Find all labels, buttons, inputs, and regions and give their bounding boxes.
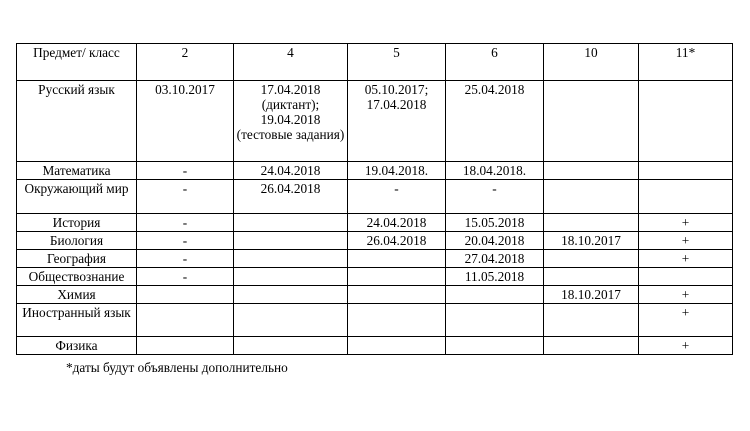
table-row [17, 304, 733, 337]
date-cell: 27.04.2018 [446, 250, 544, 268]
date-cell: - [137, 180, 234, 214]
date-cell: 19.04.2018. [348, 162, 446, 180]
header-class-column: 4 [234, 44, 348, 81]
date-cell [639, 268, 733, 286]
header-class-column: 6 [446, 44, 544, 81]
header-row [17, 44, 733, 81]
date-cell [639, 180, 733, 214]
date-cell [348, 250, 446, 268]
schedule-table [16, 43, 733, 355]
date-cell: 20.04.2018 [446, 232, 544, 250]
date-cell: + [639, 214, 733, 232]
date-cell: + [639, 250, 733, 268]
table-row [17, 286, 733, 304]
date-cell: 05.10.2017; 17.04.2018 [348, 81, 446, 162]
date-cell: - [137, 214, 234, 232]
date-cell [544, 180, 639, 214]
date-cell: - [137, 162, 234, 180]
date-cell: - [137, 250, 234, 268]
date-cell [348, 337, 446, 355]
date-cell: 18.10.2017 [544, 232, 639, 250]
date-cell: 15.05.2018 [446, 214, 544, 232]
subject-cell: География [17, 250, 137, 268]
date-cell: - [348, 180, 446, 214]
date-cell: 17.04.2018 (диктант); 19.04.2018 (тестовые задания) [234, 81, 348, 162]
date-cell [639, 81, 733, 162]
date-cell: 03.10.2017 [137, 81, 234, 162]
table-row [17, 81, 733, 162]
date-cell: + [639, 286, 733, 304]
date-cell [446, 337, 544, 355]
table-row [17, 214, 733, 232]
subject-cell: Математика [17, 162, 137, 180]
date-cell [544, 81, 639, 162]
subject-cell: Биология [17, 232, 137, 250]
subject-cell: Химия [17, 286, 137, 304]
date-cell [234, 286, 348, 304]
date-cell: 18.04.2018. [446, 162, 544, 180]
date-cell [234, 214, 348, 232]
date-cell [544, 162, 639, 180]
date-cell: 11.05.2018 [446, 268, 544, 286]
date-cell [446, 286, 544, 304]
date-cell [544, 250, 639, 268]
date-cell: - [137, 268, 234, 286]
table-row [17, 250, 733, 268]
date-cell: 26.04.2018 [234, 180, 348, 214]
subject-cell: Физика [17, 337, 137, 355]
subject-cell: Обществознание [17, 268, 137, 286]
date-cell [544, 268, 639, 286]
date-cell [137, 286, 234, 304]
date-cell [544, 304, 639, 337]
date-cell: + [639, 304, 733, 337]
date-cell [137, 337, 234, 355]
date-cell: 24.04.2018 [348, 214, 446, 232]
header-class-column: 2 [137, 44, 234, 81]
date-cell: + [639, 232, 733, 250]
date-cell: 25.04.2018 [446, 81, 544, 162]
date-cell [544, 337, 639, 355]
date-cell: 26.04.2018 [348, 232, 446, 250]
date-cell [639, 162, 733, 180]
date-cell [234, 232, 348, 250]
date-cell [348, 268, 446, 286]
date-cell: + [639, 337, 733, 355]
header-class-column: 11* [639, 44, 733, 81]
date-cell [234, 337, 348, 355]
table-row [17, 337, 733, 355]
date-cell: - [446, 180, 544, 214]
date-cell [137, 304, 234, 337]
date-cell [234, 304, 348, 337]
header-class-column: 10 [544, 44, 639, 81]
subject-cell: История [17, 214, 137, 232]
subject-cell: Иностранный язык [17, 304, 137, 337]
date-cell [446, 304, 544, 337]
date-cell: - [137, 232, 234, 250]
table-row [17, 162, 733, 180]
schedule-table-wrapper [16, 43, 733, 355]
header-subject-class: Предмет/ класс [17, 44, 137, 81]
date-cell [348, 286, 446, 304]
table-row [17, 268, 733, 286]
date-cell: 18.10.2017 [544, 286, 639, 304]
date-cell [234, 268, 348, 286]
table-row [17, 232, 733, 250]
footnote: *даты будут объявлены дополнительно [66, 360, 288, 375]
date-cell [544, 214, 639, 232]
subject-cell: Русский язык [17, 81, 137, 162]
header-class-column: 5 [348, 44, 446, 81]
table-row [17, 180, 733, 214]
date-cell: 24.04.2018 [234, 162, 348, 180]
subject-cell: Окружающий мир [17, 180, 137, 214]
date-cell [234, 250, 348, 268]
date-cell [348, 304, 446, 337]
